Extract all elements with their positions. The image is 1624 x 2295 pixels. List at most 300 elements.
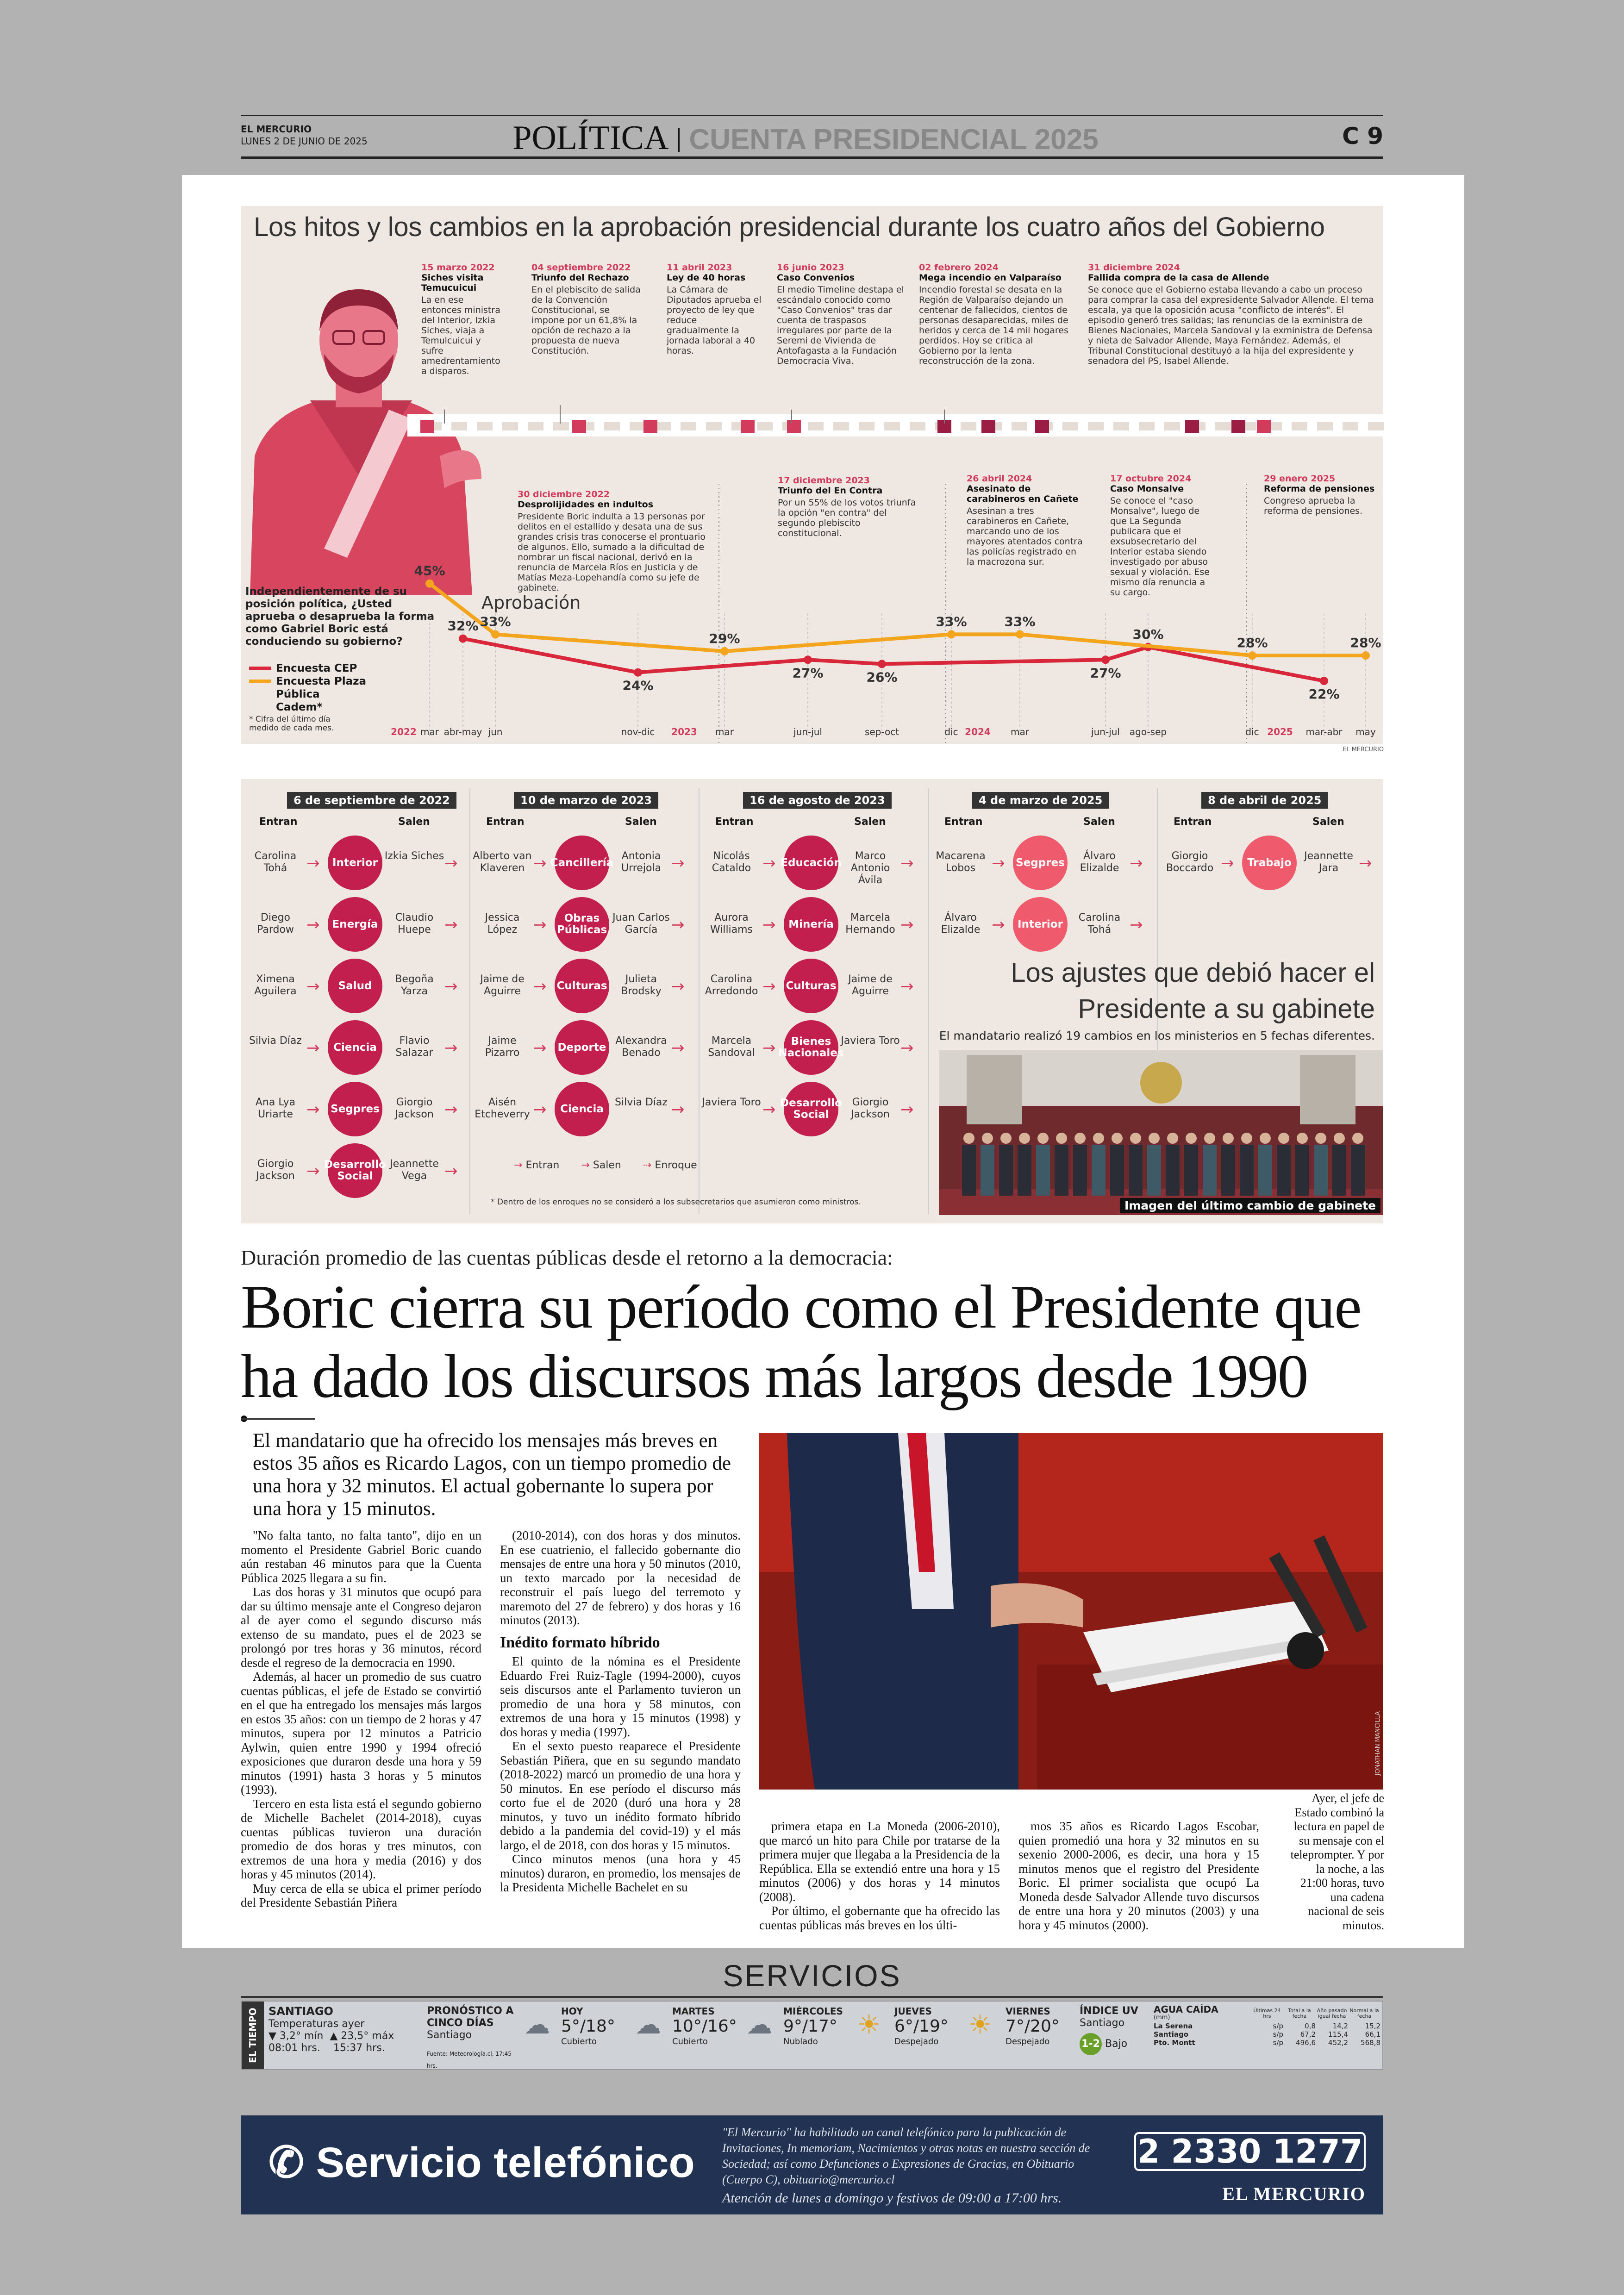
cabinet-row [472, 959, 694, 1019]
event-text: En el plebiscito de salida de la Convención Constitucional, se impone por un 61,8% la opción de rechazo a la propuesta de nueva Constitución. [531, 285, 641, 356]
rain-cell: 14,2 [1332, 2022, 1348, 2030]
minister-out: Marco Antonio Ávila [850, 850, 890, 886]
cabinet-row [701, 1020, 924, 1080]
event-title: Reforma de pensiones [1264, 484, 1375, 494]
data-point [720, 647, 729, 655]
ministry-circle: Desarrollo Social [784, 1082, 838, 1136]
event-title: Ley de 40 horas [667, 273, 746, 283]
phone-desc-text: "El Mercurio" ha habilitado un canal telefónico para la publicación de Invitaciones, In memoriam, Nacimientos y otras notas en nuestra sección de Sociedad; así como Defunciones o Expresiones de Gracias, en Obituario (Cuerpo C), obituario@mercurio.cl [722, 2126, 1090, 2186]
minister-out: Claudio Huepe [395, 912, 434, 935]
cabinet-column [472, 779, 694, 1223]
event-title: Caso Monsalve [1110, 484, 1184, 494]
rain-cell: 496,6 [1296, 2039, 1316, 2047]
data-label: 33% [1004, 614, 1036, 630]
forecast-temp: 10°/16° [672, 2017, 737, 2036]
data-point [459, 635, 467, 643]
data-label: 33% [480, 614, 511, 630]
rain-cell: s/p [1273, 2039, 1283, 2047]
rain-column-header: Últimas 24 hrs [1253, 2008, 1281, 2019]
arrow-in-icon: → [533, 1100, 547, 1119]
weather-tag: EL TIEMPO [242, 2002, 264, 2069]
data-label: 27% [1090, 665, 1121, 681]
temp-min: ▼ 3,2° mín [269, 2030, 324, 2042]
lede-rule [241, 1418, 315, 1420]
column-in-label: Entran [944, 816, 983, 828]
column-in-label: Entran [486, 816, 525, 828]
event-title: Desprolijidades en indultos [518, 499, 654, 510]
legend-out-label: Salen [593, 1160, 621, 1171]
cabinet-row [245, 836, 468, 896]
cabinet-row [931, 836, 1153, 896]
x-tick-label: may [1355, 726, 1376, 737]
cabinet-row [701, 1082, 924, 1142]
column-out-label: Salen [1312, 816, 1344, 828]
ministry-circle: Deporte [555, 1020, 609, 1075]
rain-column-header: Total a la fecha [1288, 2008, 1311, 2019]
event-text: Se conoce el "caso Monsalve", luego de que La Segunda publicara que el exsubsecretario del Interior estaba siendo investigado por abuso sexual y violación. Ese mismo día renuncia a su cargo. [1110, 496, 1210, 598]
series-line-cadem [430, 584, 1366, 655]
x-tick-label: jun-jul [1091, 726, 1120, 737]
minister-in: Silvia Díaz [249, 1035, 302, 1047]
cabinet-row [472, 836, 694, 896]
cabinet-row [245, 1143, 468, 1204]
event-text: Se conoce que el Gobierno estaba llevando a cabo un proceso para comprar la casa del expresidente Salvador Allende. El tema escala, ya que la oposición acusa "conflicto de interés". El episodio generó tres salidas; las renuncias de la exministra de Bienes Nacionales, Marcela Sandoval y la exministra de Defensa y nieta de Salvador Allende, Maya Fernández. Además, el Tribunal Constitucional destituyó a la hija del expresidente y senadora del PS, Isabel Allende. [1088, 285, 1374, 366]
rain-cell: La Serena [1154, 2022, 1193, 2030]
forecast-day-name: VIERNES [1006, 2006, 1050, 2017]
minister-out: Giorgio Jackson [851, 1097, 890, 1120]
column-in-label: Entran [715, 816, 754, 828]
article-paragraph: Además, al hacer un promedio de sus cuatro cuentas públicas, el jefe de Estado se convirtió en el que ha entregado los mensajes más largos en estos 35 años: con un tiempo de 2 horas y 47 minutos, supera por 12 minutos a Patricio Aylwin, quien entre 1990 y 1994 ofreció exposiciones que duraron desde una hora y 59 minutos (1991) hasta 3 horas y 5 minutos (1993). [241, 1670, 481, 1796]
legend-arrow-swap: ⇢ [643, 1160, 655, 1171]
minister-in: Giorgio Jackson [256, 1158, 295, 1182]
cabinet-date: 4 de marzo de 2025 [972, 792, 1109, 809]
approval-chart [241, 206, 1383, 744]
arrow-out-icon: → [671, 854, 685, 873]
article-headline: Boric cierra su período como el Presidente que ha dado los discursos más largos desde 1990 [241, 1272, 1361, 1410]
data-point [634, 668, 642, 677]
data-point [878, 660, 886, 668]
arrow-in-icon: → [306, 854, 320, 873]
event-date: 31 diciembre 2024 [1088, 262, 1180, 273]
forecast-temp: 7°/20° [1006, 2017, 1060, 2036]
forecast-temp: 6°/19° [894, 2017, 949, 2036]
x-tick-label: mar [1011, 726, 1029, 737]
cabinet-column [701, 779, 924, 1223]
ministry-circle: Interior [1013, 897, 1068, 952]
event-title: Mega incendio en Valparaíso [919, 273, 1062, 283]
column-out-label: Salen [625, 816, 657, 828]
year-label: 2023 [671, 726, 697, 737]
arrow-in-icon: → [306, 1100, 320, 1119]
minister-out: Silvia Díaz [615, 1097, 668, 1108]
minister-in: Ana Lya Uriarte [255, 1097, 296, 1120]
x-tick-label: jun [488, 726, 503, 737]
data-point [947, 630, 956, 638]
minister-in: Jaime Pizarro [485, 1035, 520, 1059]
temp-min-time: 08:01 hrs. [269, 2042, 320, 2054]
data-point [1016, 630, 1024, 638]
minister-in: Nicolás Cataldo [712, 850, 751, 874]
approval-label: Aprobación [481, 592, 581, 613]
rain-cell: Santiago [1154, 2030, 1189, 2039]
ministry-circle: Cancillería [555, 836, 609, 890]
ministry-circle: Ciencia [555, 1082, 609, 1136]
data-point [1362, 651, 1370, 660]
ministry-circle: Desarrollo Social [328, 1143, 382, 1198]
cabinet-subtitle: El mandatario realizó 19 cambios en los ministerios en 5 fechas diferentes. [939, 1029, 1375, 1042]
ministry-circle: Trabajo [1242, 836, 1297, 890]
article-column-2b [500, 1654, 741, 1895]
data-label: 28% [1350, 635, 1381, 651]
rain-row [1154, 2039, 1380, 2047]
cloud-icon: ☁ [524, 2010, 550, 2040]
minister-in: Javiera Toro [702, 1097, 761, 1108]
minister-out: Izkia Siches [384, 850, 444, 862]
legend-label-cadem: Encuesta Plaza Pública Cadem* [276, 675, 367, 713]
data-label: 30% [1132, 626, 1164, 642]
article-paragraph: (2010-2014), con dos horas y dos minutos. En ese cuatrienio, el fallecido gobernante dio mensajes de entre una hora y 50 minutos (2010, un texto marcado por la necesidad de reconstruir el país luego del terremoto y maremoto del 27 de febrero) y dos horas y 16 minutos (2013). [500, 1528, 741, 1627]
ministry-circle: Bienes Nacionales [784, 1020, 838, 1075]
article-paragraph: Las dos horas y 31 minutos que ocupó para dar su último mensaje ante el Congreso dejaron al de ayer como el segundo discurso más extenso de su mandato, pues el de 2023 se prolongó por tres horas y 36 minutos, récord desde el regreso de la democracia en 1990. [241, 1585, 481, 1670]
article-column-4 [1018, 1819, 1259, 1932]
article-paragraph: Cinco minutos menos (una hora y 45 minutos) duraron, en promedio, los mensajes de la Presidenta Michelle Bachelet en su [500, 1852, 741, 1894]
data-label: 33% [936, 614, 967, 630]
x-tick-label: abr-may [443, 726, 482, 737]
services-title: SERVICIOS [723, 1958, 901, 1993]
data-point [804, 655, 812, 664]
uv-desc: Bajo [1105, 2038, 1128, 2050]
minister-in: Diego Pardow [257, 912, 294, 935]
ministry-circle: Energía [328, 897, 382, 952]
minister-out: Javiera Toro [841, 1035, 900, 1047]
uv-city: Santiago [1080, 2017, 1125, 2029]
ministry-circle: Culturas [555, 959, 609, 1013]
minister-out: Jaime de Aguirre [848, 973, 893, 997]
temps-label: Temperaturas ayer [269, 2018, 365, 2030]
data-point [425, 580, 434, 588]
event-date: 15 marzo 2022 [421, 262, 495, 273]
rain-label [1154, 2005, 1251, 2022]
weather-yesterday [269, 2005, 421, 2054]
page-number: C 9 [1342, 123, 1383, 150]
cloud-icon: ☁ [746, 2010, 772, 2040]
event-title: Fallida compra de la casa de Allende [1088, 273, 1269, 283]
page-header [241, 115, 1383, 159]
ministry-circle: Segpres [328, 1082, 382, 1136]
arrow-in-icon: → [533, 916, 547, 934]
arrow-out-icon: → [1130, 854, 1143, 873]
article-photo [759, 1433, 1383, 1790]
column-in-label: Entran [1174, 816, 1212, 828]
x-tick-label: dic [1245, 726, 1259, 737]
subsection-name: CUENTA PRESIDENCIAL 2025 [689, 124, 1099, 156]
minister-out: Marcela Hernando [845, 912, 895, 935]
event-text: Incendio forestal se desata en la Región de Valparaíso dejando un centenar de fallecidos, cientos de personas desaparecidas, miles de heridos y cerca de 14 mil hogares perdidos. Hoy se critica al Gobierno por la lenta reconstrucción de la zona. [919, 285, 1068, 366]
timeline-infographic [241, 206, 1383, 744]
arrow-in-icon: → [992, 916, 1005, 934]
chart-credit: EL MERCURIO [1343, 746, 1384, 753]
event-text: Congreso aprueba la reforma de pensiones. [1264, 496, 1363, 516]
ministry-circle: Obras Públicas [555, 897, 609, 952]
legend-label-cep: Encuesta CEP [276, 662, 357, 674]
rain-column-header: Normal a la fecha [1349, 2008, 1379, 2019]
rain-cell: 0,8 [1305, 2022, 1316, 2030]
arrow-in-icon: → [306, 916, 320, 934]
cabinet-photo-image [939, 1050, 1383, 1215]
photo-caption: Ayer, el jefe de Estado combinó la lectura en papel de su mensaje con el teleprompter. Y por la noche, a las 21:00 horas, tuvo una cadena nacional de seis minutos. [1290, 1791, 1384, 1932]
cabinet-date: 8 de abril de 2025 [1201, 792, 1328, 809]
data-label: 28% [1237, 635, 1268, 651]
event-text: El medio Timeline destapa el escándalo conocido como "Caso Convenios" tras dar cuenta de traspasos irregulares por parte de la Seremi de Vivienda de Antofagasta a la Fundación Democracia Viva. [777, 285, 904, 366]
cabinet-row [701, 836, 924, 896]
event-date: 30 diciembre 2022 [518, 489, 610, 499]
forecast-label: PRONÓSTICO A CINCO DÍAS [427, 2005, 514, 2029]
rain-unit: (mm) [1154, 2014, 1170, 2021]
data-label: 45% [414, 563, 445, 579]
arrow-out-icon: → [444, 977, 458, 996]
rain-cell: s/p [1273, 2030, 1283, 2039]
cabinet-row [245, 959, 468, 1019]
arrow-in-icon: → [762, 916, 776, 934]
arrow-out-icon: → [444, 854, 458, 873]
data-point [1320, 677, 1328, 685]
x-tick-label: mar-abr [1305, 726, 1343, 737]
cabinet-date: 6 de septiembre de 2022 [287, 792, 456, 809]
cabinet-row [245, 897, 468, 957]
minister-in: Álvaro Elizalde [941, 912, 981, 935]
forecast-source: Fuente: Meteorología.cl, 17:45 hrs. [427, 2051, 512, 2069]
column-out-label: Salen [1083, 816, 1115, 828]
weather-box [241, 2001, 1383, 2070]
arrow-in-icon: → [306, 1162, 320, 1180]
event-title: Asesinato de carabineros en Cañete [967, 484, 1079, 504]
article-paragraph: primera etapa en La Moneda (2006-2010), que marcó un hito para Chile por tratarse de la primera mujer que llegaba a la Presidencia de la República. Ella se extendió entre una hora y 15 minutos (2006) y dos horas y 14 minutos (2008). [759, 1819, 1000, 1904]
article-paragraph: En el sexto puesto reaparece el Presidente Sebastián Piñera, que en su segundo mandato (2018-2022) marcó un promedio de una hora y 50 minutos. En ese período el discurso más corto fue el de 2020 (duró una hora y 28 minutos, y tuvo un inédito formato híbrido debido a la pandemia del covid-19) y el más largo, el de 2018, con dos horas y 15 minutos. [500, 1739, 741, 1852]
minister-out: Alexandra Benado [615, 1035, 667, 1059]
rain-cell: Pto. Montt [1154, 2039, 1195, 2047]
cabinet-date: 10 de marzo de 2023 [514, 792, 658, 809]
legend-arrow-out: → [581, 1160, 593, 1171]
minister-out: Begoña Yarza [395, 973, 434, 997]
article-paragraph: Tercero en esta lista está el segundo gobierno de Michelle Bachelet (2014-2018), cuyas cuentas públicas tuvieron una duración promedio de dos horas y tres minutos, con extremos de una hora y media (2016) y dos horas y 45 minutos (2014). [241, 1796, 481, 1881]
rain-cell: 568,8 [1361, 2039, 1380, 2047]
event-date: 11 abril 2023 [667, 262, 732, 273]
arrow-in-icon: → [762, 1100, 776, 1119]
arrow-out-icon: → [671, 1100, 685, 1119]
survey-question: Independientemente de su posición política, ¿Usted aprueba o desaprueba la forma como Gabriel Boric está conduciendo su gobierno? [245, 586, 435, 648]
arrow-out-icon: → [900, 1039, 914, 1057]
phone-brand: EL MERCURIO [1222, 2183, 1366, 2204]
arrow-in-icon: → [533, 977, 547, 996]
article-column-1 [241, 1528, 481, 1910]
cabinet-photo [939, 1050, 1383, 1215]
rain-cell: 452,2 [1328, 2039, 1348, 2047]
temp-max: ▲ 23,5° máx [330, 2030, 394, 2042]
arrow-out-icon: → [671, 977, 685, 996]
minister-out: Álvaro Elizalde [1080, 850, 1119, 874]
minister-out: Carolina Tohá [1078, 912, 1121, 935]
uv-label: ÍNDICE UV [1080, 2005, 1138, 2017]
x-tick-label: ago-sep [1129, 726, 1167, 737]
arrow-in-icon: → [762, 854, 776, 873]
ministry-circle: Salud [328, 959, 382, 1013]
forecast-text [894, 2005, 964, 2048]
arrow-out-icon: → [1130, 916, 1143, 934]
event-date: 04 septiembre 2022 [531, 262, 631, 273]
minister-in: Jaime de Aguirre [480, 973, 525, 997]
minister-in: Alberto van Klaveren [473, 850, 532, 874]
uv-value: 1-2 [1080, 2033, 1102, 2055]
data-label: 24% [622, 678, 654, 693]
arrow-in-icon: → [533, 854, 547, 873]
rain-block [1154, 2005, 1380, 2047]
column-in-label: Entran [259, 816, 298, 828]
event-text: La Cámara de Diputados aprueba el proyecto de ley que reduce gradualmente la jornada laboral a 40 horas. [667, 285, 762, 356]
forecast-desc: Cubierto [672, 2037, 708, 2046]
arrow-in-icon: → [762, 977, 776, 996]
forecast-text [1006, 2005, 1075, 2048]
minister-in: Carolina Arredondo [705, 973, 758, 997]
column-out-label: Salen [854, 816, 886, 828]
arrow-out-icon: → [444, 1039, 458, 1057]
minister-in: Aisén Etcheverry [475, 1097, 530, 1120]
rain-cell: 115,4 [1328, 2030, 1348, 2039]
data-point [1248, 651, 1256, 660]
event-title: Caso Convenios [777, 273, 855, 283]
timeline-title: Los hitos y los cambios en la aprobación presidencial durante los cuatro años del Gobierno [254, 212, 1325, 242]
forecast-day-name: MARTES [672, 2006, 715, 2017]
phone-service-ad [241, 2115, 1383, 2214]
article-column-2a [500, 1528, 741, 1628]
arrow-in-icon: → [306, 977, 320, 996]
minister-out: Jeannette Vega [390, 1158, 439, 1182]
forecast-day-name: HOY [561, 2006, 583, 2017]
cabinet-column [245, 779, 468, 1223]
forecast-text [561, 2005, 631, 2048]
rain-column-header: Año pasado igual fecha [1317, 2008, 1347, 2019]
data-label: 32% [447, 618, 479, 634]
cabinet-row [701, 959, 924, 1019]
rain-table [1154, 2005, 1380, 2047]
event-date: 02 febrero 2024 [919, 262, 999, 273]
event-title: Siches visita Temucuicui [421, 273, 484, 293]
column-out-label: Salen [398, 816, 430, 828]
phone-title-text: Servicio telefónico [316, 2139, 695, 2186]
forecast-temp: 5°/18° [561, 2017, 615, 2036]
minister-in: Carolina Tohá [254, 850, 297, 874]
phone-number[interactable]: 2 2330 1277 [1134, 2132, 1366, 2171]
x-tick-label: dic [944, 726, 958, 737]
phone-service-desc [722, 2125, 1093, 2206]
forecast-temp: 9°/17° [783, 2017, 837, 2036]
minister-out: Giorgio Jackson [395, 1097, 434, 1120]
ministry-circle: Ciencia [328, 1020, 382, 1075]
cabinet-row [1160, 836, 1382, 896]
arrow-out-icon: → [900, 977, 914, 996]
uv-block [1080, 2005, 1149, 2055]
arrow-out-icon: → [1359, 854, 1372, 873]
year-label: 2024 [965, 726, 991, 737]
event-date: 16 junio 2023 [777, 262, 844, 273]
data-label: 22% [1308, 686, 1340, 702]
data-point [1101, 655, 1110, 664]
event-title: Triunfo del Rechazo [531, 273, 629, 283]
cabinet-infographic [241, 779, 1383, 1223]
article-paragraph: Por último, el gobernante que ha ofrecido las cuentas públicas más breves en los últi- [759, 1904, 1000, 1932]
data-label: 29% [709, 631, 740, 646]
minister-in: Jessica López [485, 912, 520, 935]
article-paragraph: El quinto de la nómina es el Presidente Eduardo Frei Ruiz-Tagle (1994-2000), cuyos seis discursos ante el Parlamento tuvieron un promedio de una hora y 58 minutos, con extremos de una hora y 15 minutos (1998) y dos horas y media (1997). [500, 1654, 741, 1739]
minister-out: Flavio Salazar [395, 1035, 433, 1059]
services-rule [241, 1996, 1383, 1998]
rain-title: AGUA CAÍDA [1154, 2004, 1218, 2015]
cabinet-row [245, 1082, 468, 1142]
arrow-in-icon: → [306, 1039, 320, 1057]
event-date: 17 diciembre 2023 [778, 475, 870, 486]
arrow-in-icon: → [992, 854, 1005, 873]
article-paragraph: Muy cerca de ella se ubica el primer período del Presidente Sebastián Piñera [241, 1881, 481, 1909]
event-title: Triunfo del En Contra [778, 486, 883, 496]
x-tick-label: sep-oct [864, 726, 899, 737]
photo-credit: JONATHAN MANCILLA [1374, 1711, 1381, 1776]
rain-cell: 66,1 [1365, 2030, 1380, 2039]
legend-arrow-in: → [514, 1160, 526, 1171]
article-subhead: Inédito formato híbrido [500, 1634, 660, 1651]
article-column-2 [500, 1528, 741, 1895]
phone-hours: Atención de lunes a domingo y festivos de 09:00 a 17:00 hrs. [722, 2190, 1062, 2206]
article-column-3 [759, 1819, 1000, 1932]
forecast-desc: Despejado [1006, 2037, 1050, 2046]
minister-out: Juan Carlos García [612, 912, 670, 935]
data-label: 26% [866, 669, 898, 685]
cabinet-legend [514, 1160, 697, 1171]
minister-in: Aurora Williams [710, 912, 753, 935]
cloud-icon: ☁ [635, 2010, 661, 2040]
minister-out: Julieta Brodsky [621, 973, 662, 997]
cabinet-note: * Dentro de los enroques no se consideró a los subsecretarios que asumieron como ministros. [491, 1197, 861, 1207]
event-date: 29 enero 2025 [1264, 474, 1336, 484]
cabinet-photo-caption: Imagen del último cambio de gabinete [1120, 1198, 1380, 1213]
x-tick-label: jun-jul [793, 726, 822, 737]
temp-max-time: 15:37 hrs. [333, 2042, 385, 2054]
section-divider [678, 128, 680, 152]
minister-in: Marcela Sandoval [708, 1035, 755, 1059]
cabinet-row [701, 897, 924, 957]
arrow-out-icon: → [900, 854, 914, 873]
chart-footnote: * Cifra del último día medido de cada mes. [249, 715, 334, 733]
year-label: 2025 [1267, 726, 1293, 737]
issue-date: LUNES 2 DE JUNIO DE 2025 [241, 136, 368, 147]
ministry-circle: Minería [784, 897, 838, 952]
section-name: POLÍTICA [512, 119, 669, 157]
year-label: 2022 [391, 726, 417, 737]
ministry-circle: Culturas [784, 959, 838, 1013]
cabinet-date: 16 de agosto de 2023 [743, 792, 892, 809]
x-tick-label: mar [420, 726, 439, 737]
sun-icon: ☀ [968, 2010, 992, 2040]
article-photo-image [759, 1433, 1383, 1790]
arrow-out-icon: → [444, 1100, 458, 1119]
forecast-desc: Nublado [783, 2037, 818, 2046]
event-date: 17 octubre 2024 [1110, 474, 1192, 484]
column-separator [928, 788, 929, 1214]
phone-icon: ✆ [269, 2139, 316, 2186]
minister-out: Antonia Urrejola [621, 850, 662, 874]
legend-in-label: Entran [525, 1160, 560, 1171]
rain-cell: 67,2 [1300, 2030, 1316, 2039]
section-title [505, 116, 1106, 161]
phone-service-title [269, 2138, 695, 2187]
